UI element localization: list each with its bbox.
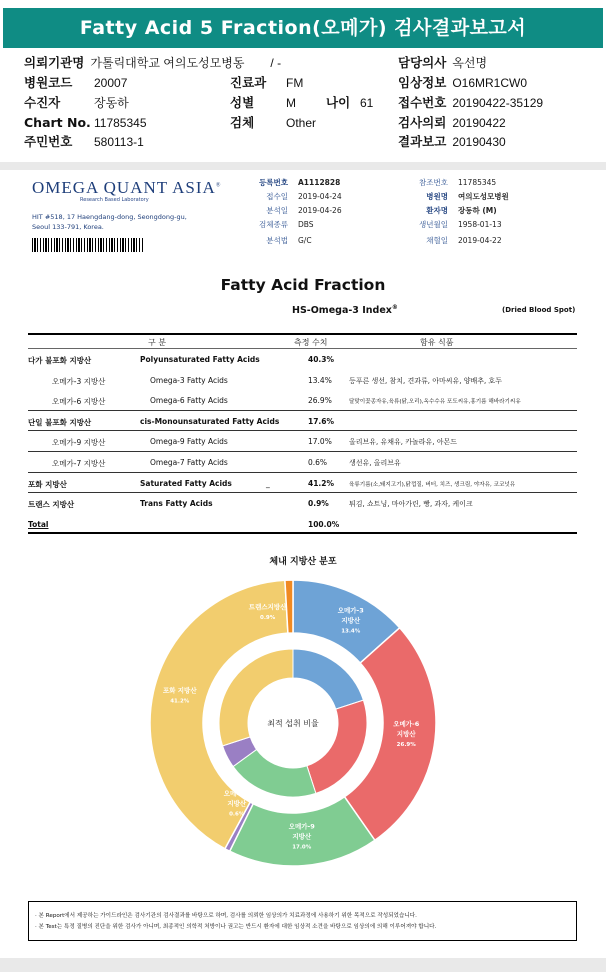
dept-label: 진료과: [230, 75, 267, 90]
patient-name-value: 장동하 (M): [458, 206, 497, 215]
row-ko: 오메가-7 지방산: [52, 458, 106, 468]
receipt-label: 접수번호: [398, 95, 447, 110]
birth-label: 생년월일: [419, 220, 448, 229]
receipt-value: 20190422-35129: [452, 96, 544, 110]
draw-date-value: 2019-04-22: [458, 236, 502, 245]
doctor-value: 옥선명: [452, 56, 488, 70]
inner-slice-4: [219, 649, 293, 746]
slice-label-0: 오메가-3 지방산 13.4%: [337, 606, 364, 635]
collector-label: 수진자: [24, 95, 61, 110]
table-row: [28, 411, 577, 432]
col-value: 측정 수치: [294, 338, 328, 347]
report-date-label: 결과보고: [398, 134, 447, 149]
dbs-label: (Dried Blood Spot): [502, 306, 576, 314]
barcode: [32, 238, 144, 252]
reg-no-label: 등록번호: [259, 178, 288, 187]
bottom-band: [0, 958, 606, 972]
inner-slice-0: [293, 649, 363, 709]
report-title-bar: Fatty Acid 5 Fraction(오메가) 검사결과보고서: [3, 8, 603, 48]
lab-meta-left: [240, 176, 342, 248]
omega-index-reg: ®: [391, 304, 398, 311]
row-pct: 0.6%: [308, 457, 328, 467]
code-value: 20007: [94, 76, 128, 90]
slice-label-4: 포화 지방산 41.2%: [162, 686, 197, 705]
row-pct: 0.9%: [308, 499, 329, 509]
code-label: 병원코드: [24, 75, 73, 90]
table-row: [28, 431, 577, 452]
report-date-value: 20190430: [452, 135, 506, 149]
footnote-2: · 본 Test는 특정 질병의 진단을 위한 검사가 아니며, 최종적인 의학적 처방이나 권고는 반드시 환자에 대한 임상적 소견을 바탕으로 임상의에 의해 이루어져야 합니다.: [35, 924, 437, 930]
sample-type-value: DBS: [298, 220, 314, 229]
table-row: [28, 473, 577, 494]
row-food: 올리브유, 유채유, 카놀라유, 아몬드: [349, 438, 458, 447]
row-pct: 13.4%: [308, 375, 332, 385]
received-value: 2019-04-24: [298, 192, 342, 201]
age-value: 61: [360, 96, 374, 110]
request-value: 20190422: [452, 116, 506, 130]
row-en: cis-Monounsaturated Fatty Acids: [140, 416, 280, 426]
footnote-1: · 본 Report에서 제공하는 가이드라인은 검사기관의 검사결과를 바탕으로 하며, 검사를 의뢰한 임상의가 치료과정에 사용하기 위한 목적으로 작성되었습니다.: [35, 913, 417, 919]
analyzed-label: 분석일: [266, 206, 288, 215]
table-header: [28, 333, 577, 349]
row-pct: 40.3%: [308, 355, 335, 364]
lab-meta-right: [402, 176, 509, 248]
row-en: Omega-6 Fatty Acids: [150, 396, 228, 406]
slice-label-5: 트랜스지방산 0.9%: [248, 602, 287, 621]
omega-index-label: [292, 304, 398, 316]
clinical-value: O16MR1CW0: [452, 76, 527, 90]
row-ko: 오메가-6 지방산: [52, 397, 106, 407]
sex-value: M: [286, 96, 296, 110]
row-food: 달맞이꽃종자유,육류(닭,오리),옥수수유 포도씨유,홍기름 해바라기씨유: [349, 399, 521, 406]
donut-center-label: 최적 섭취 비율: [267, 719, 319, 728]
lab-hospital-value: 여의도성모병원: [458, 192, 509, 201]
row-en: Omega-3 Fatty Acids: [150, 375, 228, 385]
ref-no-value: 11785345: [458, 178, 497, 187]
chart-title: 체내 지방산 분포: [269, 557, 337, 567]
table-row: [28, 390, 577, 411]
lab-logo: [32, 178, 221, 198]
age-label: 나이: [326, 95, 351, 110]
request-label: 검사의뢰: [398, 115, 447, 130]
row-en: Omega-7 Fatty Acids: [150, 457, 228, 467]
birth-value: 1958-01-13: [458, 220, 502, 229]
reg-no-value: A1112828: [298, 178, 341, 187]
lab-logo-text: OMEGA QUANT ASIA: [32, 178, 216, 197]
col-category: 구 분: [148, 338, 166, 347]
row-pct: 17.6%: [308, 416, 335, 426]
footnotes: [28, 901, 577, 941]
slice-label-3: 오메가-7 지방산 0.6%: [223, 789, 250, 818]
row-ko: 다가 불포화 지방산: [28, 356, 92, 365]
omega-index-text: HS-Omega-3 Index: [292, 305, 392, 317]
table-row: [28, 452, 577, 473]
hospital-value: 가톨릭대학교 여의도성모병동: [90, 56, 245, 70]
row-pct: 17.0%: [308, 437, 332, 447]
row-dash: _: [266, 478, 270, 488]
lab-address: [32, 212, 187, 232]
collector-value: 장동하: [94, 96, 129, 110]
row-food: 등푸른 생선, 참치, 견과류, 아마씨유, 양배추, 호두: [349, 376, 502, 385]
chart-no-value: 11785345: [94, 116, 147, 130]
sample-type-label: 검체종류: [259, 220, 288, 229]
patient-name-label: 환자명: [426, 206, 448, 215]
row-en: Saturated Fatty Acids: [140, 478, 232, 488]
row-ko: 포화 지방산: [28, 479, 67, 489]
slice-label-1: 오메가-6 지방산 26.9%: [393, 720, 420, 749]
analyzed-value: 2019-04-26: [298, 206, 342, 215]
row-pct: 41.2%: [308, 478, 335, 488]
ref-no-label: 참조번호: [419, 178, 448, 187]
row-en: Omega-9 Fatty Acids: [150, 437, 228, 447]
row-ko: Total: [28, 519, 49, 529]
row-food: 튀김, 쇼트닝, 마아가린, 빵, 과자, 케이크: [349, 500, 473, 509]
row-food: 생선유, 올리브유: [349, 458, 401, 467]
specimen-value: Other: [286, 116, 317, 130]
row-ko: 트랜스 지방산: [28, 500, 75, 510]
fatty-acid-title: Fatty Acid Fraction: [220, 276, 386, 294]
row-en: Polyunsaturated Fatty Acids: [140, 355, 260, 364]
specimen-label: 검체: [230, 115, 255, 130]
lab-tagline: Research Based Laboratory: [80, 197, 149, 203]
col-food: 함유 식품: [420, 338, 454, 347]
row-ko: 오메가-3 지방산: [52, 376, 106, 386]
row-pct: 100.0%: [308, 519, 340, 529]
lab-hospital-label: 병원명: [426, 192, 448, 201]
draw-date-label: 채혈일: [426, 236, 448, 245]
table-row: [28, 370, 577, 391]
row-en: Trans Fatty Acids: [140, 499, 213, 509]
hospital-extra: / -: [270, 56, 282, 70]
fatty-acid-table: [28, 333, 577, 534]
fatty-acid-donut-chart: [150, 580, 436, 866]
slice-label-2: 오메가-9 지방산 17.0%: [288, 822, 315, 851]
inner-slice-1: [307, 700, 367, 793]
lab-logo-reg: ®: [215, 182, 222, 189]
row-food: 육류기름(소,돼지고기),닭껍질, 버터, 치즈, 생크림, 야자유, 코코넛유: [349, 481, 516, 488]
row-ko: 오메가-9 지방산: [52, 438, 106, 448]
hospital-label: 의뢰기관명: [24, 55, 85, 70]
lab-address-line2: Seoul 133-791, Korea.: [32, 223, 104, 231]
dept-value: FM: [286, 76, 304, 90]
doctor-label: 담당의사: [398, 55, 447, 70]
sex-label: 성별: [230, 95, 255, 110]
table-row-total: [28, 514, 577, 535]
table-row: [28, 349, 577, 370]
row-pct: 26.9%: [308, 396, 332, 406]
lab-address-line1: HIT #518, 17 Haengdang-dong, Seongdong-gu,: [32, 213, 187, 221]
row-ko: 단일 불포화 지방산: [28, 417, 92, 427]
id-label: 주민번호: [24, 134, 73, 149]
clinical-label: 임상정보: [398, 75, 447, 90]
id-value: 580113-1: [94, 135, 144, 149]
table-row: [28, 493, 577, 514]
received-label: 접수일: [266, 192, 288, 201]
method-label: 분석법: [266, 236, 288, 245]
method-value: G/C: [298, 236, 312, 245]
chart-no-label: Chart No.: [24, 115, 91, 130]
section-separator: [0, 162, 606, 170]
